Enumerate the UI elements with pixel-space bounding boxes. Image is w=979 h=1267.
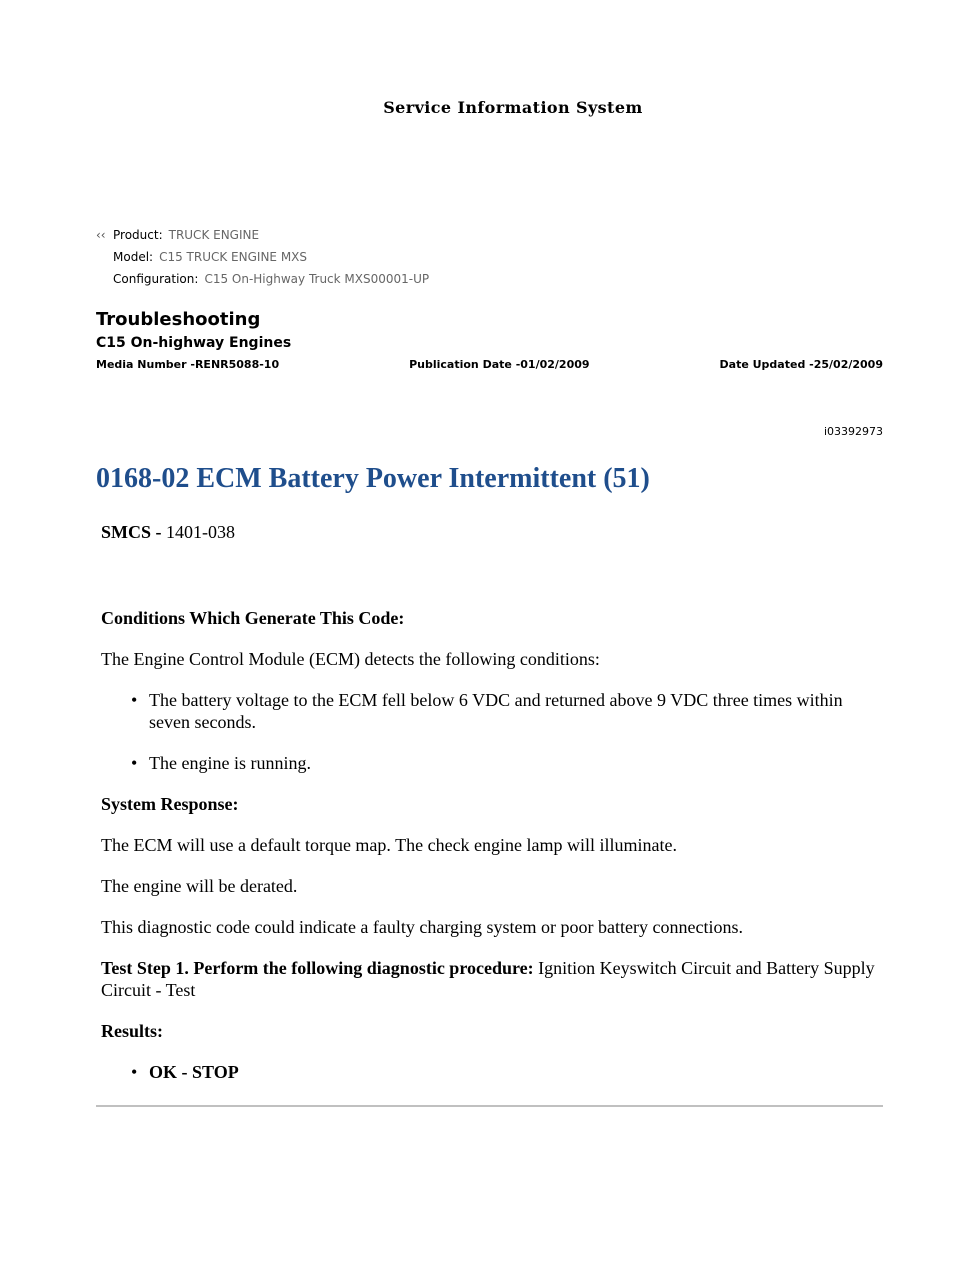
model-row: [96, 246, 429, 268]
test-step: [101, 957, 883, 1001]
configuration-label: Configuration:: [113, 272, 199, 286]
date-updated: Date Updated -25/02/2009: [719, 358, 883, 371]
bullet: •: [131, 1062, 138, 1082]
publication-date: Publication Date -01/02/2009: [409, 358, 590, 371]
system-response-paragraph: The ECM will use a default torque map. The check engine lamp will illuminate.: [101, 835, 678, 855]
bullet: •: [131, 690, 138, 710]
document-subtitle: C15 On-highway Engines: [96, 335, 292, 351]
smcs-line: [101, 521, 883, 543]
product-breadcrumb: [96, 224, 429, 290]
divider: [96, 1105, 883, 1107]
model-label: Model:: [113, 250, 154, 264]
results-heading: Results:: [101, 1021, 163, 1041]
document-meta: [96, 354, 883, 376]
test-step-label: Test Step 1. Perform the following diagnostic procedure:: [101, 958, 534, 978]
list-item: • The battery voltage to the ECM fell below 6 VDC and returned above 9 VDC three times within seven seconds.: [131, 690, 843, 732]
system-response-paragraph: The engine will be derated.: [101, 876, 298, 896]
document-title: Troubleshooting: [96, 309, 261, 330]
media-number: Media Number -RENR5088-10: [96, 358, 280, 371]
model-value: C15 TRUCK ENGINE MXS: [159, 250, 308, 264]
document-id: i03392973: [823, 425, 883, 438]
configuration-row: [96, 268, 429, 290]
conditions-list: [101, 689, 883, 774]
product-label: Product:: [113, 228, 163, 242]
bullet: •: [131, 753, 138, 773]
system-response-heading: System Response:: [101, 794, 239, 814]
results-list: [101, 1061, 883, 1083]
conditions-heading: Conditions Which Generate This Code:: [101, 608, 405, 628]
article-title: 0168-02 ECM Battery Power Intermittent (51): [96, 463, 650, 494]
product-value: TRUCK ENGINE: [168, 228, 260, 242]
system-response-paragraph: This diagnostic code could indicate a faulty charging system or poor battery connections.: [101, 917, 743, 937]
document-header: [96, 308, 883, 376]
smcs-label: SMCS -: [101, 522, 162, 542]
list-item: • The engine is running.: [131, 753, 311, 773]
system-title: Service Information System: [383, 98, 643, 117]
list-item: • OK - STOP: [131, 1062, 239, 1082]
chevron-left-icon[interactable]: ‹‹: [96, 228, 106, 242]
configuration-value: C15 On-Highway Truck MXS00001-UP: [204, 272, 430, 286]
smcs-value: 1401-038: [161, 522, 236, 542]
test-step-text[interactable]: Ignition Keyswitch Circuit and Battery Supply Circuit - Test: [101, 958, 875, 1000]
article-body: [101, 521, 883, 1102]
conditions-intro: The Engine Control Module (ECM) detects the following conditions:: [101, 649, 600, 669]
product-row: [96, 224, 429, 246]
